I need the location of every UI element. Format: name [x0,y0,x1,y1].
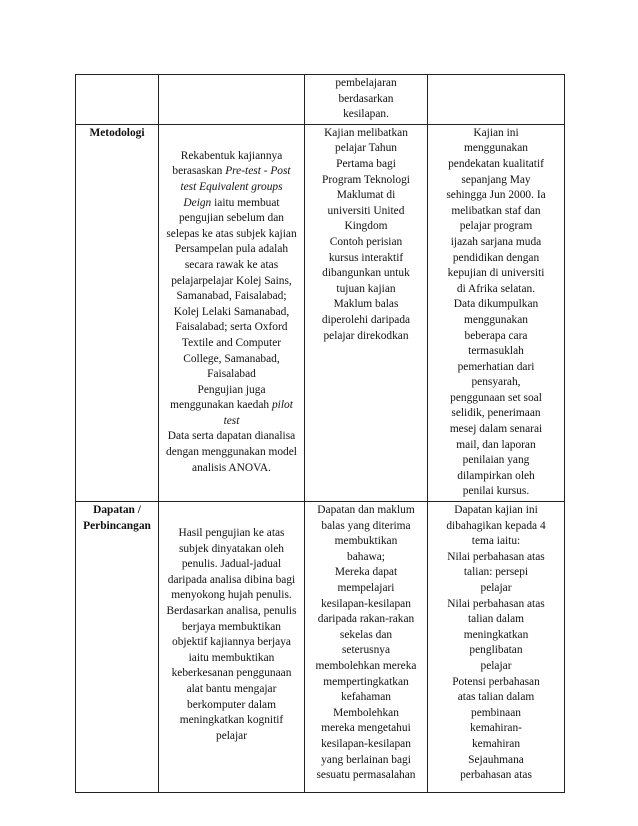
cell-line: Samanabad, Faisalabad; [176,290,287,303]
cell-line: penggunaan set soal [450,391,542,404]
row-header-dapatan [76,502,159,793]
cell-top-col4 [428,75,565,125]
cell-line: penulis. Jadual-jadual [181,558,282,571]
cell-line: menyokong hujah penulis. [171,589,292,602]
text-plain: menggunakan kaedah [170,399,272,412]
cell-line: Faisalabad; serta Oxford [175,321,288,334]
cell-line: Program Teknologi [322,173,410,186]
cell-line: alat bantu mengajar [186,682,277,695]
cell-line: universiti United [327,204,405,217]
cell-line [162,398,301,414]
cell-line: Faisalabad [207,368,256,381]
cell-line: talian dalam [468,613,524,626]
cell-line: Nilai perbahasan atas [447,597,545,610]
cell-line: dibahagikan kepada 4 [446,519,546,532]
cell-line: penilai kursus. [462,485,530,498]
cell-top-col1 [76,75,159,125]
cell-line: pelajar direkodkan [323,329,409,342]
cell-line: berkomputer dalam [187,698,276,711]
row-header-metodologi [76,124,159,501]
cell-line: mail, dan laporan [456,438,536,451]
cell-line: sesuatu permasalahan [316,769,416,782]
cell-line: pendidikan dengan [452,251,540,264]
cell-line: analisis ANOVA. [192,461,271,474]
cell-line: yang berlainan bagi [321,753,411,766]
cell-line: kesilapan. [343,108,389,121]
cell-line: kesilapan-kesilapan [321,597,411,610]
cell-line: pembinaan [471,706,521,719]
cell-line: seterusnya [341,644,391,657]
cell-line: mempertingkatkan [323,675,409,688]
cell-line: membolehkan mereka [315,659,417,672]
cell-line: mereka mengetahui [321,722,411,735]
cell-line: pelajar [216,729,247,742]
cell-line: Rekabentuk kajiannya [180,149,283,162]
cell-line: Pertama bagi [336,157,396,170]
cell-line: secara rawak ke atas [184,258,279,271]
cell-line: pemerhatian dari [457,360,535,373]
cell-line: sehingga Jun 2000. Ia [446,189,546,202]
cell-line: Berdasarkan analisa, penulis [166,605,297,617]
cell-line: Potensi perbahasan [452,675,540,688]
table-row [76,75,565,125]
cell-line: sepanjang May [461,173,531,186]
cell-line: dengan menggunakan model [166,446,297,459]
table-row [76,502,565,793]
cell-line: balas yang diterima [321,519,411,532]
cell-line: Maklum balas [333,298,399,311]
cell-line: melibatkan staf dan [451,204,541,217]
cell-metodologi-col2 [159,124,305,501]
cell-line: pelajar [480,582,512,594]
text-plain: iaitu membuat [211,196,280,209]
cell-line: mesej dalam senarai [449,423,543,436]
cell-line: penilaian yang [462,454,530,467]
cell-line: bahawa; [347,550,385,563]
cell-line: Data serta dapatan dianalisa [167,430,296,443]
cell-line: daripada rakan-rakan [317,613,415,626]
cell-line: objektif kajiannya berjaya [172,636,291,649]
cell-metodologi-col4 [428,124,565,501]
row-header-label: Perbincangan [83,519,151,532]
cell-line: Kingdom [344,220,388,233]
cell-line [162,164,301,180]
cell-line: mempelajari [337,582,395,594]
cell-top-col3 [305,75,428,125]
cell-line: menggunakan [464,142,528,155]
cell-line: test Equivalent groups [180,180,283,193]
text-plain: berasaskan [172,165,226,178]
cell-line: atas talian dalam [457,691,535,704]
cell-line: Sejauhmana [468,753,524,766]
cell-line [162,196,301,212]
cell-top-col2 [159,75,305,125]
cell-line: meningkatkan kognitif [179,714,284,727]
cell-line: tujuan kajian [336,282,396,295]
table-row [76,124,565,501]
cell-line: Maklumat di [336,189,396,202]
cell-line: Membolehkan [333,706,399,719]
cell-line: pendekatan kualitatif [448,157,544,170]
cell-line: meningkatkan [463,628,529,641]
cell-line: kepujian di universiti [447,267,545,280]
cell-line: Contoh perisian [329,235,403,248]
cell-line: dilampirkan oleh [457,469,535,482]
cell-line: keberkesanan penggunaan [171,667,292,680]
cell-line: pelajar program [459,220,533,233]
cell-line: Kajian ini [473,126,519,139]
cell-line: Kolej Lelaki Samanabad, [173,305,290,318]
cell-line: di Afrika selatan. [456,282,536,295]
cell-line: pengujian sebelum dan [178,212,285,225]
cell-line: menggunakan [464,313,528,326]
text-italic: Deign [183,196,212,209]
cell-line: kursus interaktif [328,251,404,264]
text-italic: pilot [271,399,293,412]
cell-line: College, Samanabad, [183,352,280,365]
cell-line: subjek dinyatakan oleh [178,542,285,555]
cell-dapatan-col4 [428,502,565,793]
cell-line: selepas ke atas subjek kajian [166,227,297,240]
cell-line: diperolehi daripada [321,313,411,326]
cell-line: kemahiran- [470,722,522,735]
cell-line: pembelajaran [335,77,397,89]
text-italic: Pre-test - Post [225,165,291,178]
cell-line: iaitu membuktikan [188,651,275,664]
cell-line: selidik, penerimaan [451,407,541,420]
cell-line: Data dikumpulkan [453,298,539,311]
cell-line: Kajian melibatkan [324,126,408,139]
cell-line: Nilai perbahasan atas [447,550,545,563]
cell-line: ijazah sarjana muda [450,235,542,248]
cell-line: Hasil pengujian ke atas [178,527,285,540]
cell-line: pelajar Tahun [335,142,397,155]
cell-line: kesilapan-kesilapan [321,737,411,750]
cell-line: Mereka dapat [334,566,398,579]
cell-line: beberapa cara [464,329,528,342]
cell-line: termasuklah [468,345,524,358]
cell-line: pensyarah, [471,376,521,389]
cell-line: Dapatan kajian ini [454,504,538,517]
cell-line: berjaya membuktikan [181,620,281,633]
cell-metodologi-col3 [305,124,428,501]
cell-line: kemahiran [471,737,521,750]
cell-dapatan-col3 [305,502,428,793]
cell-line: test [223,414,240,427]
cell-line: Pengujian juga [197,383,266,396]
cell-line: Textile and Computer [181,336,282,349]
cell-line: daripada analisa dibina bagi [167,573,296,586]
cell-line: kefahaman [341,691,391,704]
cell-line: pelajar [480,659,512,672]
cell-dapatan-col2 [159,502,305,793]
cell-line: membuktikan [334,535,398,548]
cell-line: pelajarpelajar Kolej Sains, [171,274,292,287]
cell-line: perbahasan atas [460,769,532,782]
review-table [75,74,565,793]
cell-line: Persampelan pula adalah [174,243,289,256]
cell-line: dibangunkan untuk [322,267,410,280]
cell-line: tema iaitu: [471,535,521,548]
row-header-label: Metodologi [89,126,145,139]
cell-line: Dapatan dan maklum [317,504,415,517]
row-header-label: Dapatan / [93,504,141,517]
cell-line: talian: persepi [463,566,529,579]
cell-line: penglibatan [469,644,523,657]
cell-line: berdasarkan [338,92,394,105]
cell-line: sekelas dan [339,628,393,641]
